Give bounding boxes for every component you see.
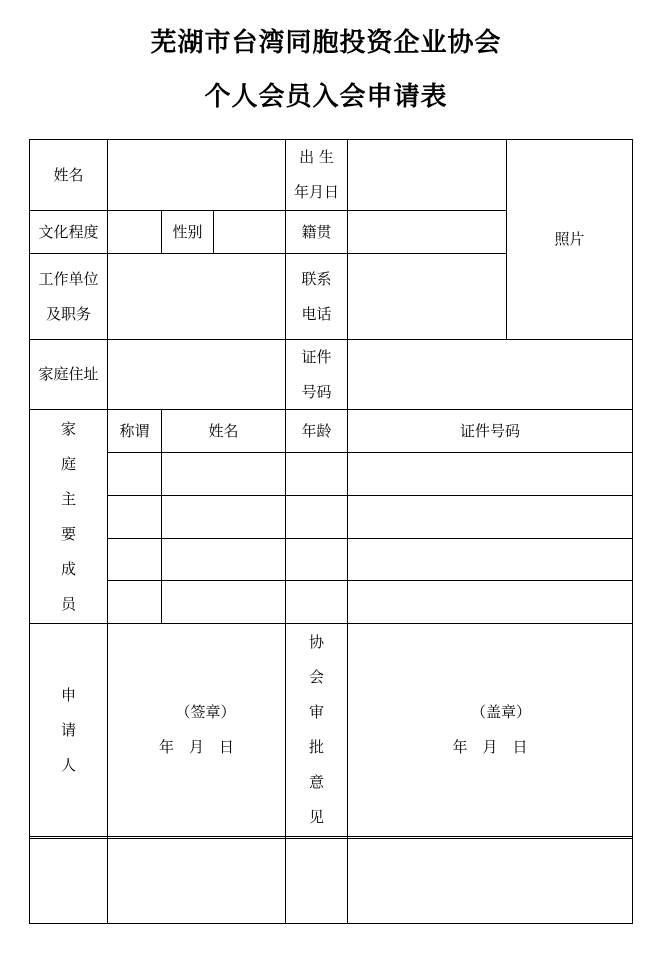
field-name[interactable] (108, 140, 285, 210)
applicant-date-label: 年 月 日 (158, 738, 234, 756)
applicant-signature-box[interactable] (108, 624, 285, 836)
label-phone-line1: 联系 (301, 269, 332, 288)
approval-label-char: 意 (308, 773, 324, 791)
label-id-number-line1: 证件 (301, 347, 332, 366)
grid-line (29, 836, 633, 837)
grid-line (29, 923, 633, 924)
family-cell-age[interactable] (286, 496, 347, 538)
field-education[interactable] (108, 211, 161, 253)
family-cell-relation[interactable] (108, 539, 161, 580)
family-label-char: 家 (60, 419, 76, 438)
label-address: 家庭住址 (38, 365, 99, 383)
family-cell-relation[interactable] (108, 581, 161, 623)
field-gender[interactable] (214, 211, 285, 253)
approval-date-label: 年 月 日 (452, 738, 528, 756)
approval-seal-label: （盖章） (470, 703, 531, 721)
label-employer-line2: 及职务 (45, 304, 91, 323)
label-id-number (286, 340, 347, 409)
family-cell-name[interactable] (162, 496, 285, 538)
family-cell-id[interactable] (348, 453, 632, 495)
field-employer[interactable] (108, 254, 285, 339)
family-cell-id[interactable] (348, 581, 632, 623)
family-header-relation: 称谓 (119, 421, 150, 440)
family-cell-age[interactable] (286, 581, 347, 623)
applicant-sign-label: （签章） (175, 703, 236, 721)
family-cell-name[interactable] (162, 453, 285, 495)
title-line-2: 个人会员入会申请表 (204, 82, 448, 112)
field-phone[interactable] (348, 254, 506, 339)
family-cell-age[interactable] (286, 539, 347, 580)
family-cell-id[interactable] (348, 539, 632, 580)
approval-label-char: 批 (308, 738, 324, 756)
field-birth-date[interactable] (348, 140, 506, 210)
label-birth-date-line2: 年月日 (293, 183, 339, 201)
label-name: 姓名 (53, 165, 84, 184)
approval-label-char: 审 (308, 703, 324, 721)
family-cell-name[interactable] (162, 539, 285, 580)
family-cell-name[interactable] (162, 581, 285, 623)
approval-seal-box[interactable] (348, 624, 632, 836)
photo-box[interactable] (507, 140, 632, 339)
field-native-place[interactable] (348, 211, 506, 253)
label-birth-date (286, 140, 347, 210)
label-employer (30, 254, 107, 339)
label-applicant (30, 624, 107, 836)
label-phone-line2: 电话 (301, 304, 332, 323)
label-approval (286, 624, 347, 836)
label-gender: 性别 (172, 222, 203, 241)
label-family-members (30, 410, 107, 623)
label-birth-date-line1: 出 生 (299, 148, 334, 166)
family-header-id: 证件号码 (459, 421, 520, 440)
family-label-char: 员 (60, 594, 76, 613)
grid-line (632, 139, 633, 924)
family-cell-relation[interactable] (108, 496, 161, 538)
blank-cell[interactable] (30, 839, 107, 923)
approval-label-char: 协 (308, 633, 324, 651)
family-label-char: 要 (60, 524, 76, 543)
family-label-char: 庭 (60, 454, 76, 473)
applicant-label-char: 请 (60, 720, 76, 739)
family-header-age: 年龄 (301, 421, 332, 440)
family-header-name: 姓名 (208, 421, 239, 440)
label-education: 文化程度 (38, 222, 99, 241)
blank-cell[interactable] (348, 839, 632, 923)
family-cell-age[interactable] (286, 453, 347, 495)
approval-label-char: 会 (308, 668, 324, 686)
title-line-1: 芜湖市台湾同胞投资企业协会 (150, 28, 502, 58)
approval-label-char: 见 (308, 808, 324, 826)
family-label-char: 主 (60, 489, 76, 508)
blank-cell[interactable] (286, 839, 347, 923)
blank-cell[interactable] (108, 839, 285, 923)
label-phone (286, 254, 347, 339)
field-id-number[interactable] (348, 340, 632, 409)
label-photo: 照片 (554, 230, 585, 248)
family-cell-id[interactable] (348, 496, 632, 538)
label-id-number-line2: 号码 (301, 382, 332, 401)
family-label-char: 成 (60, 559, 76, 578)
applicant-label-char: 申 (60, 685, 76, 704)
field-address[interactable] (108, 340, 285, 409)
family-cell-relation[interactable] (108, 453, 161, 495)
label-native-place: 籍贯 (301, 222, 332, 241)
label-employer-line1: 工作单位 (38, 269, 99, 288)
applicant-label-char: 人 (60, 755, 76, 774)
